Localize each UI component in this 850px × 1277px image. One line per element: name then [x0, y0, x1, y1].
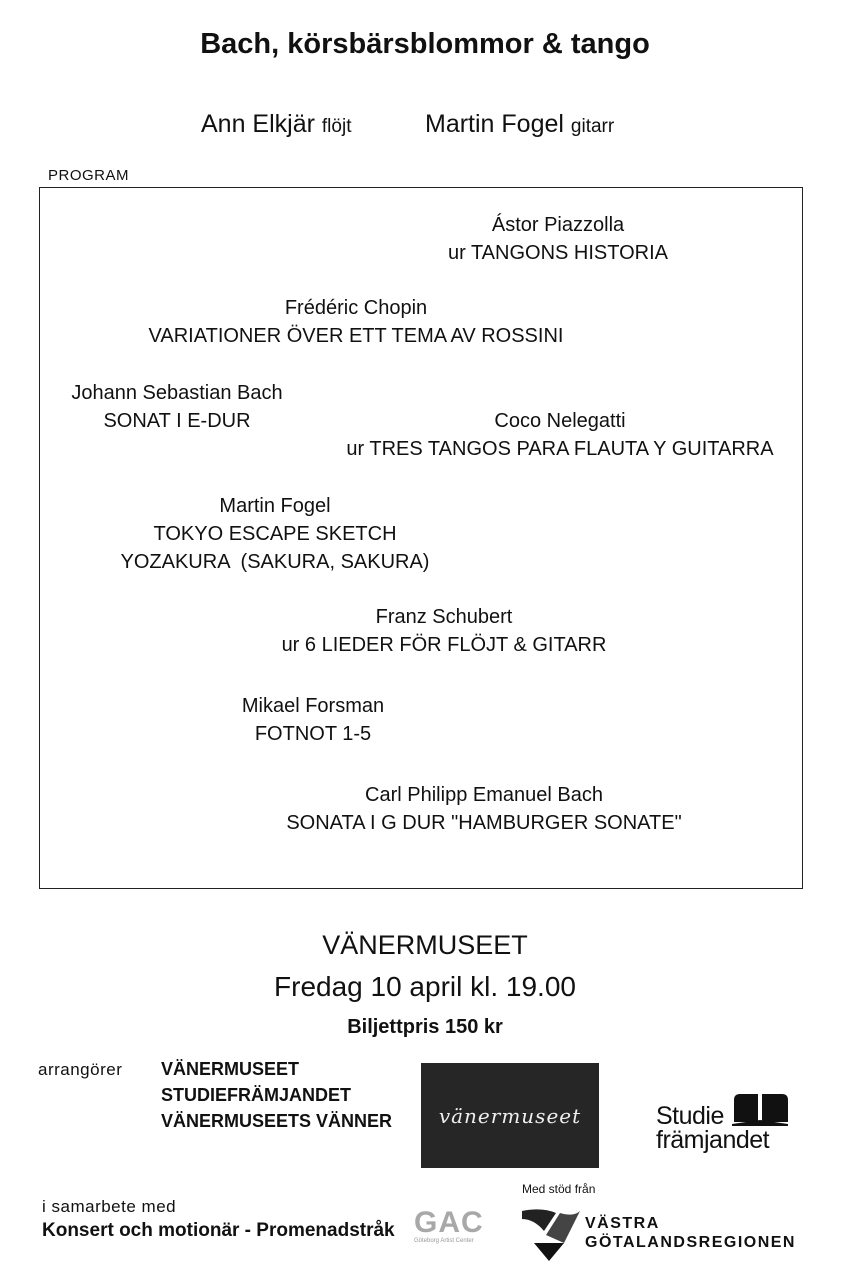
organizer: VÄNERMUSEET [161, 1059, 300, 1079]
studie-logo-line2: främjandet [656, 1126, 770, 1154]
work: VARIATIONER ÖVER ETT TEMA AV ROSSINI [148, 325, 564, 347]
performer-guitar [425, 110, 614, 139]
work: ur TRES TANGOS PARA FLAUTA Y GUITARRA [346, 438, 774, 460]
composer: Johann Sebastian Bach [71, 382, 283, 404]
gac-logo-text: GAC [414, 1206, 484, 1239]
program-entry [264, 781, 704, 837]
work: YOZAKURA (SAKURA, SAKURA) [120, 551, 430, 573]
page-title: Bach, körsbärsblommor & tango [200, 28, 650, 60]
event-date: Fredag 10 april kl. 19.00 [274, 971, 576, 1002]
program-entry [254, 603, 634, 659]
venue: VÄNERMUSEET [322, 930, 528, 960]
work: SONAT I E-DUR [103, 410, 251, 432]
program-box [39, 187, 803, 889]
organizer: VÄNERMUSEETS VÄNNER [161, 1111, 393, 1131]
performer-name: Ann Elkjär [201, 110, 315, 138]
studie-logo-line1: Studie [656, 1102, 724, 1130]
program-entry [193, 692, 433, 748]
vgr-logo-text [585, 1214, 796, 1252]
performer-flute [201, 110, 351, 139]
program-label: PROGRAM [48, 167, 130, 184]
ticket-price: Biljettpris 150 kr [347, 1016, 503, 1038]
performer-name: Martin Fogel [425, 110, 564, 138]
vgr-logo-icon [520, 1207, 582, 1263]
support-label: Med stöd från [522, 1182, 596, 1196]
cooperation-partner: Konsert och motionär - Promenadstråk [42, 1220, 395, 1241]
vgr-line2: GÖTALANDSREGIONEN [585, 1234, 796, 1251]
work: ur 6 LIEDER FÖR FLÖJT & GITARR [281, 634, 607, 656]
program-entry [106, 294, 606, 350]
work: FOTNOT 1-5 [254, 723, 372, 745]
performer-instrument: gitarr [570, 116, 615, 137]
vanermuseet-logo-text: vänermuseet [438, 1103, 582, 1128]
work: TOKYO ESCAPE SKETCH [153, 523, 397, 545]
vgr-line1: VÄSTRA [585, 1215, 660, 1232]
work: SONATA I G DUR "HAMBURGER SONATE" [286, 812, 682, 834]
book-icon [732, 1092, 790, 1126]
composer: Franz Schubert [375, 606, 513, 628]
program-entry [330, 407, 790, 463]
organizers-label: arrangörer [38, 1060, 123, 1079]
performer-instrument: flöjt [321, 116, 352, 137]
work: ur TANGONS HISTORIA [447, 242, 669, 264]
program-entry [358, 211, 758, 267]
program-entry [52, 379, 302, 435]
composer: Carl Philipp Emanuel Bach [365, 784, 603, 806]
vanermuseet-logo [421, 1063, 599, 1168]
cooperation-label: i samarbete med [42, 1197, 177, 1216]
composer: Ástor Piazzolla [491, 214, 625, 236]
program-entry [95, 492, 455, 576]
gac-logo [414, 1208, 500, 1248]
organizer: STUDIEFRÄMJANDET [161, 1085, 352, 1105]
composer: Frédéric Chopin [284, 297, 428, 319]
gac-logo-subtext: Göteborg Artist Center [414, 1238, 474, 1244]
composer: Mikael Forsman [241, 695, 385, 717]
composer: Coco Nelegatti [494, 410, 626, 432]
composer: Martin Fogel [219, 495, 331, 517]
